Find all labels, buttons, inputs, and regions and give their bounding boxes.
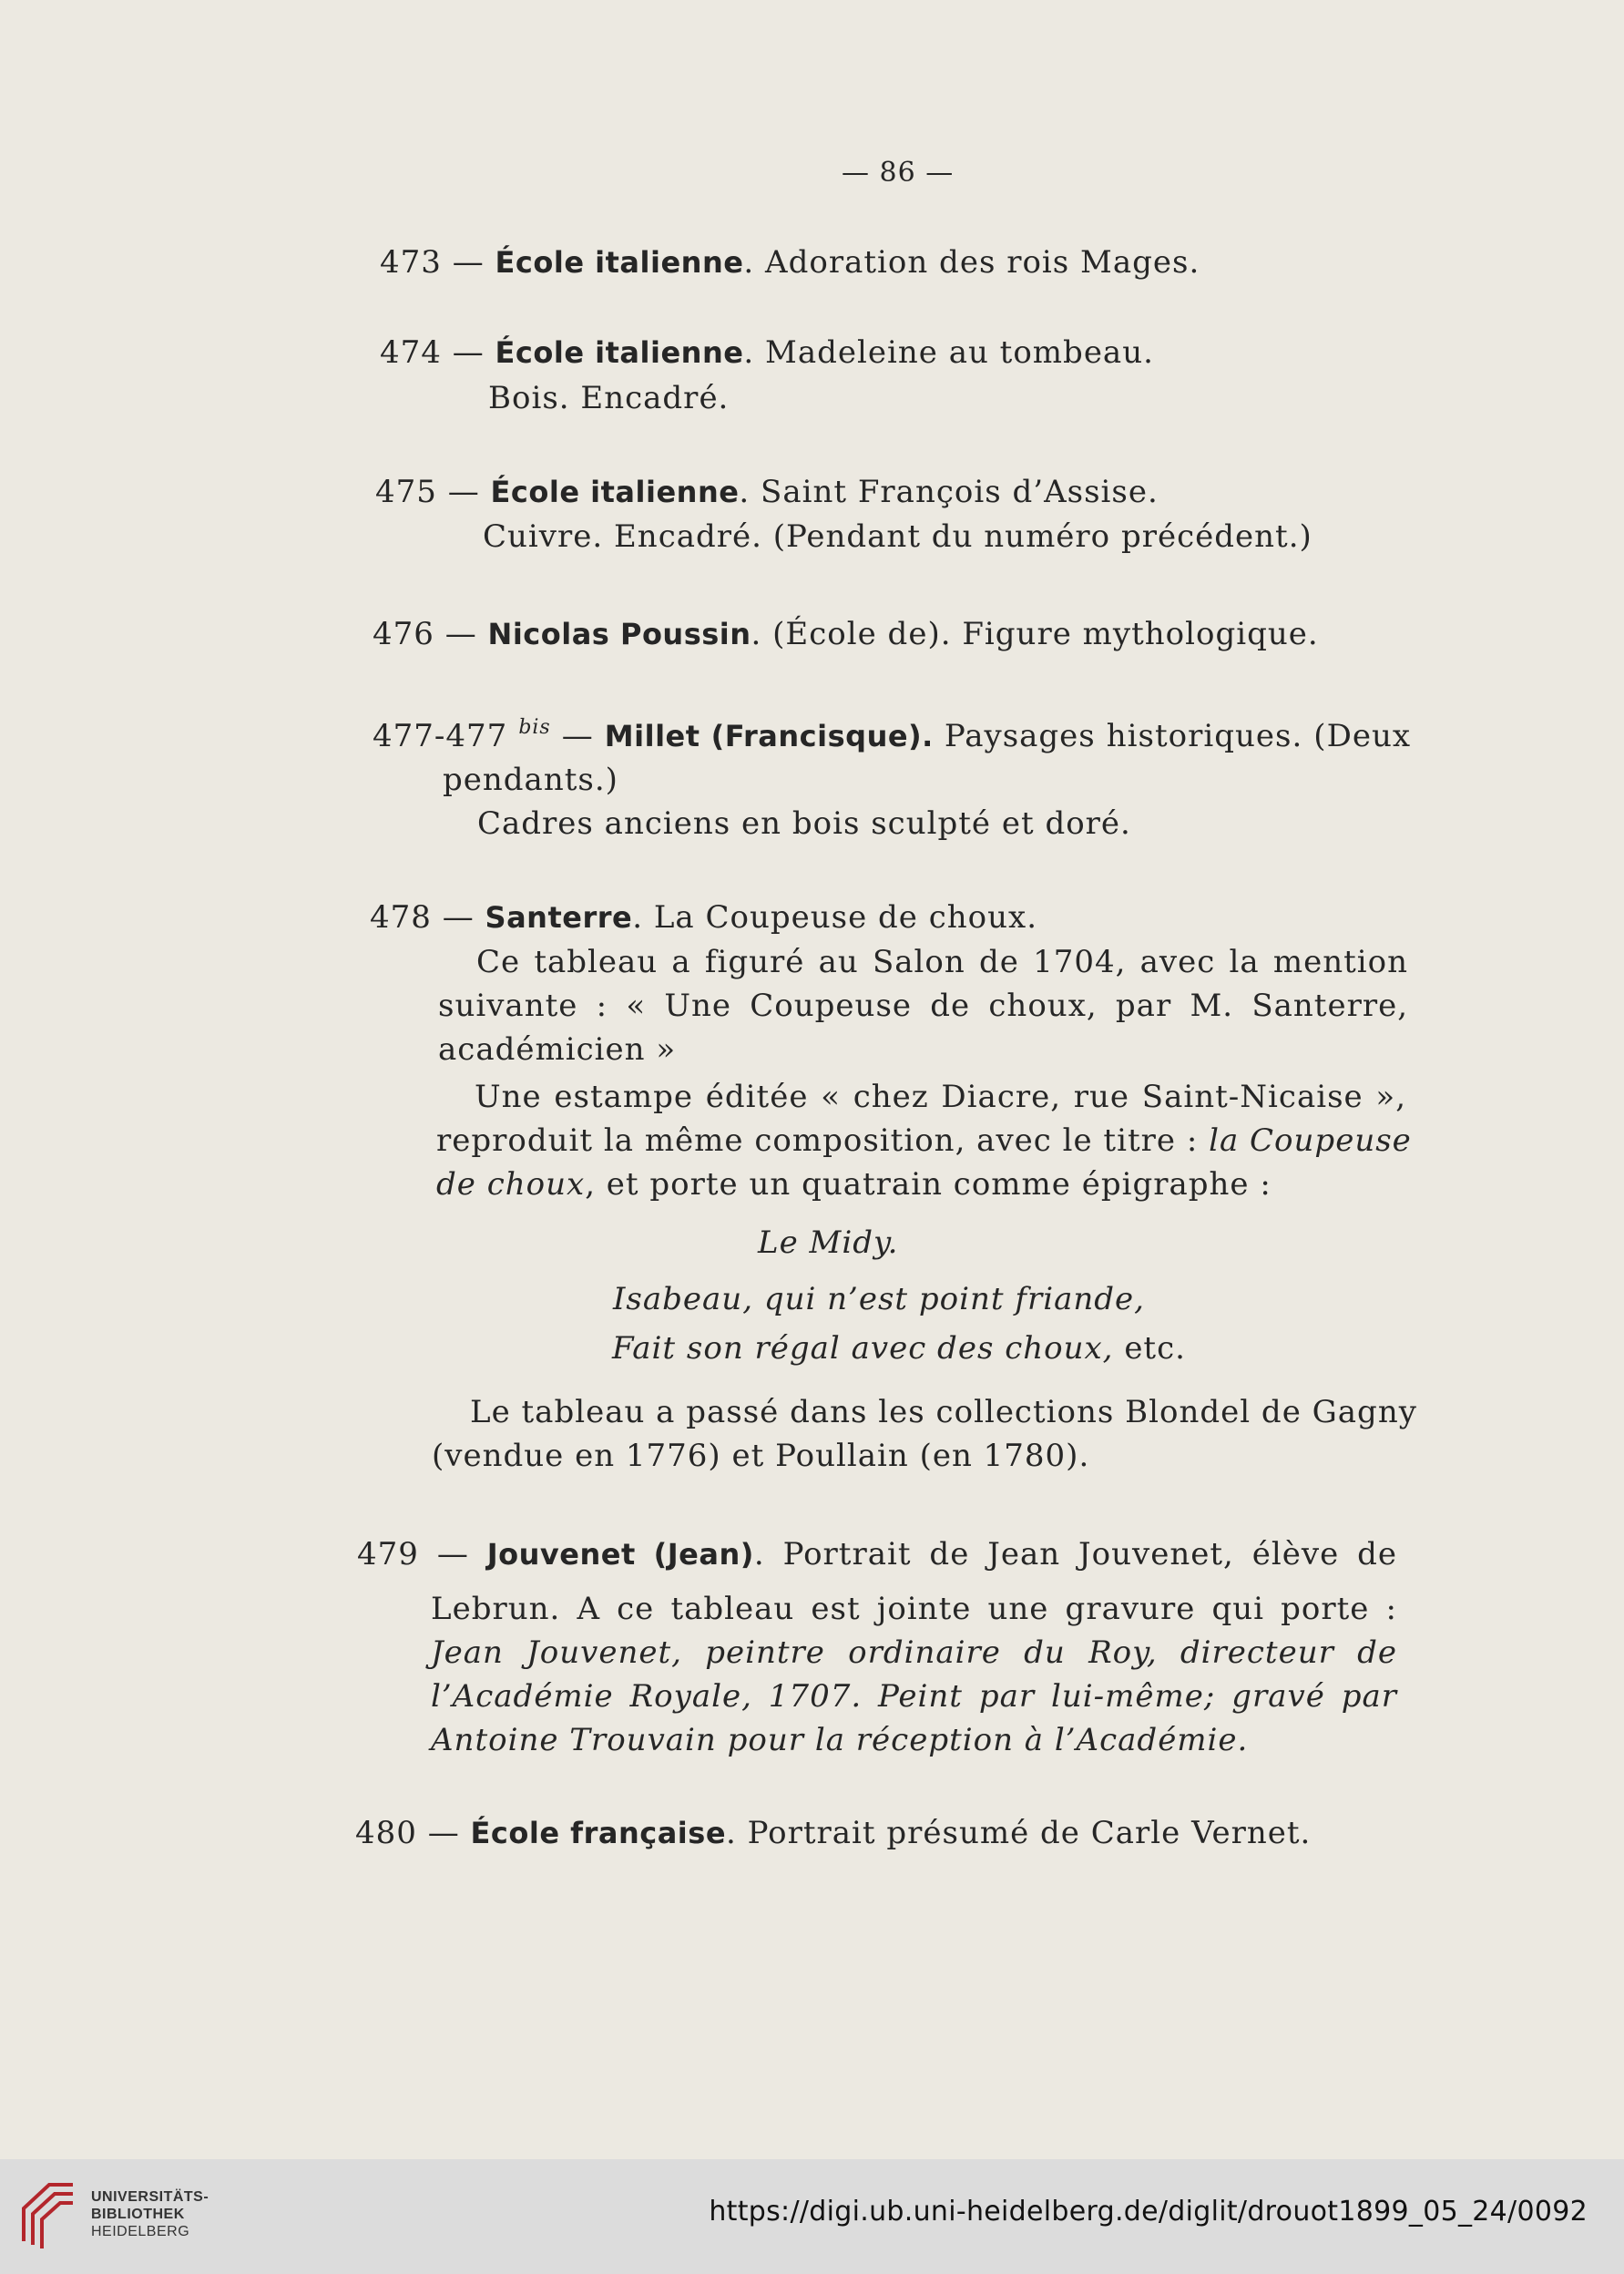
author: École italienne xyxy=(495,245,744,280)
verse-title: Le Midy. xyxy=(758,1224,899,1261)
dash: — xyxy=(427,1815,460,1851)
entry-473 xyxy=(380,244,1200,281)
entry-title-cont: pendants.) xyxy=(443,762,618,798)
paragraph-line: Jean Jouvenet, peintre ordinaire du Roy, directeur de xyxy=(431,1634,1397,1671)
entry-title: Paysages historiques. (Deux xyxy=(944,718,1412,754)
paragraph-line: Une estampe éditée « chez Diacre, rue Saint-Nicaise », xyxy=(475,1079,1406,1115)
paragraph-line: Le tableau a passé dans les collections Blondel de Gagny xyxy=(470,1394,1417,1430)
dash: — xyxy=(561,718,594,754)
lot-number: 476 xyxy=(373,616,434,652)
author: École italienne xyxy=(495,335,744,370)
author: Santerre xyxy=(485,900,633,935)
page-number: — 86 — xyxy=(842,157,955,189)
author: Jouvenet xyxy=(486,1537,636,1572)
dash: — xyxy=(442,899,475,936)
dash: — xyxy=(444,616,477,652)
lot-number: 473 xyxy=(380,244,442,281)
paragraph-line: académicien » xyxy=(438,1031,677,1068)
entry-title: . La Coupeuse de choux. xyxy=(632,899,1038,936)
paragraph-line: de choux, et porte un quatrain comme épigraphe : xyxy=(436,1166,1272,1203)
entry-474 xyxy=(380,334,1154,371)
lot-number: 479 xyxy=(357,1536,419,1572)
lot-number: 477-477 xyxy=(373,718,508,754)
permalink-url[interactable]: https://digi.ub.uni-heidelberg.de/diglit/drouot1899_05_24/0092 xyxy=(709,2196,1588,2228)
lot-number: 480 xyxy=(355,1815,417,1851)
dash: — xyxy=(447,474,480,510)
paragraph-line: reproduit la même composition, avec le titre : la Coupeuse xyxy=(436,1122,1412,1159)
paragraph-line: l’Académie Royale, 1707. Peint par lui-même; gravé par xyxy=(431,1678,1397,1715)
entry-title: . (École de). Figure mythologique. xyxy=(751,616,1319,652)
footer-bar xyxy=(0,2159,1624,2274)
author: École italienne xyxy=(490,475,740,509)
author-firstname: Jean xyxy=(667,1537,741,1572)
dash: — xyxy=(452,334,485,371)
lot-number: 474 xyxy=(380,334,442,371)
paragraph-line: Antoine Trouvain pour la réception à l’Académie. xyxy=(431,1722,1249,1758)
author-firstname: Francisque xyxy=(724,719,909,753)
entry-note: Cadres anciens en bois sculpté et doré. xyxy=(477,805,1131,842)
paragraph-line: Ce tableau a figuré au Salon de 1704, avec la mention xyxy=(476,944,1408,980)
library-name: UNIVERSITÄTS- BIBLIOTHEK HEIDELBERG xyxy=(91,2189,209,2239)
verse-line: Isabeau, qui n’est point friande, xyxy=(613,1281,1145,1317)
entry-title: . Adoration des rois Mages. xyxy=(743,244,1200,281)
entry-478 xyxy=(370,899,1037,936)
author: École française xyxy=(470,1816,727,1850)
entry-title: . Portrait de Jean Jouvenet, élève de xyxy=(753,1536,1397,1572)
entry-title: . Madeleine au tombeau. xyxy=(743,334,1154,371)
lot-number: 475 xyxy=(375,474,437,510)
entry-title: . Saint François d’Assise. xyxy=(739,474,1159,510)
paragraph-line: Lebrun. A ce tableau est jointe une gravure qui porte : xyxy=(431,1591,1397,1627)
verse-line: Fait son régal avec des choux, etc. xyxy=(612,1330,1186,1367)
entry-479: 479 — Jouvenet (Jean). Portrait de Jean Jouvenet, élève de xyxy=(357,1536,1397,1572)
dash: — xyxy=(436,1536,469,1572)
entry-477: 477-477 $^{bis}$ — Millet (Francisque). Paysages historiques. (Deux xyxy=(373,716,1412,754)
paragraph-line: (vendue en 1776) et Poullain (en 1780). xyxy=(432,1438,1090,1474)
dash: — xyxy=(452,244,485,281)
entry-note: Bois. Encadré. xyxy=(488,380,730,416)
library-logo-icon xyxy=(16,2177,80,2250)
author: Millet xyxy=(604,719,700,753)
entry-title: . Portrait présumé de Carle Vernet. xyxy=(726,1815,1312,1851)
lot-suffix: bis xyxy=(518,716,551,739)
author: Nicolas Poussin xyxy=(487,617,751,651)
paragraph-line: suivante : « Une Coupeuse de choux, par M. Santerre, xyxy=(438,988,1408,1024)
entry-476 xyxy=(373,616,1319,652)
lot-number: 478 xyxy=(370,899,432,936)
entry-480 xyxy=(355,1815,1311,1851)
entry-note: Cuivre. Encadré. (Pendant du numéro précédent.) xyxy=(483,518,1312,555)
entry-475 xyxy=(375,474,1159,510)
